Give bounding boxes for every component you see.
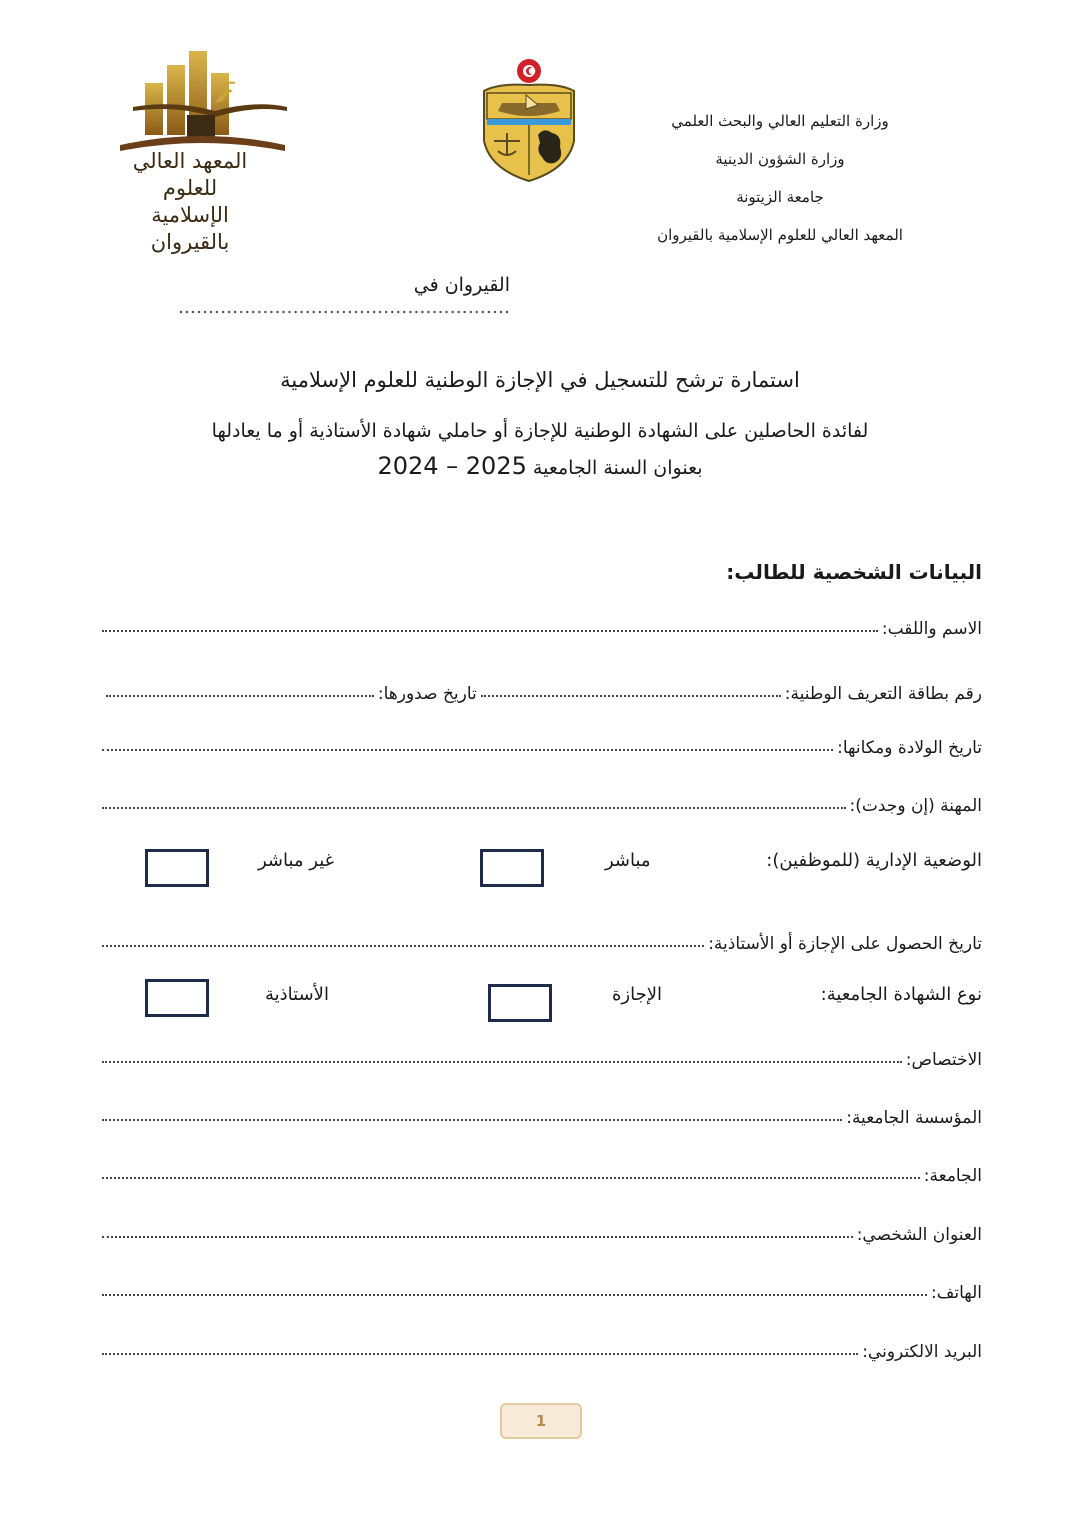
institute-logo-line-1: المعهد العالي للعلوم <box>132 149 248 200</box>
field-university-label: الجامعة: <box>923 1166 982 1186</box>
institute-logo-line-2: الإسلامية بالقيروان <box>150 203 230 254</box>
field-id-card <box>102 670 982 704</box>
place-date-label: القيروان في <box>413 274 510 296</box>
ministry-line-4: المعهد العالي للعلوم الإسلامية بالقيروان <box>657 226 903 244</box>
tunisia-coat-of-arms-icon <box>478 55 580 185</box>
field-phone <box>102 1269 982 1303</box>
place-date-line <box>160 274 510 318</box>
admin-status-label: الوضعية الإدارية (للموظفين): <box>766 850 982 871</box>
field-institution-input[interactable] <box>102 1118 842 1121</box>
ministry-line-1: وزارة التعليم العالي والبحث العلمي <box>671 112 889 130</box>
field-degree-date <box>102 920 982 954</box>
form-title: استمارة ترشح للتسجيل في الإجازة الوطنية للعلوم الإسلامية <box>280 368 800 392</box>
field-institution-label: المؤسسة الجامعية: <box>846 1108 982 1128</box>
degree-opt-maitrise-checkbox[interactable] <box>145 979 209 1017</box>
academic-year-label: بعنوان السنة الجامعية <box>532 457 703 479</box>
field-specialty-input[interactable] <box>102 1060 902 1063</box>
admin-opt-direct-checkbox[interactable] <box>480 849 544 887</box>
degree-opt-maitrise-label: الأستاذية <box>265 984 329 1005</box>
field-university-input[interactable] <box>102 1176 920 1179</box>
field-issue-date-input[interactable] <box>106 694 374 697</box>
field-address-label: العنوان الشخصي: <box>856 1225 982 1245</box>
field-email <box>102 1328 982 1362</box>
field-specialty-label: الاختصاص: <box>905 1050 982 1070</box>
place-date-dots[interactable]: ....................................................... <box>177 296 510 318</box>
field-degree-date-label: تاريخ الحصول على الإجازة أو الأستاذية: <box>708 934 982 954</box>
admin-opt-indirect-checkbox[interactable] <box>145 849 209 887</box>
field-profession-input[interactable] <box>102 806 846 809</box>
degree-opt-licence-checkbox[interactable] <box>488 984 552 1022</box>
field-id-card-label: رقم بطاقة التعريف الوطنية: <box>784 684 982 704</box>
ministry-line-2: وزارة الشؤون الدينية <box>715 150 845 168</box>
section-title: البيانات الشخصية للطالب: <box>726 560 982 584</box>
form-subtitle-2 <box>100 452 980 480</box>
field-institution <box>102 1094 982 1128</box>
field-birth-input[interactable] <box>102 748 833 751</box>
field-profession-label: المهنة (إن وجدت): <box>849 796 982 816</box>
field-phone-label: الهاتف: <box>931 1283 982 1303</box>
academic-year: 2024 – 2025 <box>377 452 527 480</box>
field-email-input[interactable] <box>102 1352 858 1355</box>
ministry-header <box>590 102 970 254</box>
field-name-input[interactable] <box>102 629 878 632</box>
field-birth-label: تاريخ الولادة ومكانها: <box>837 738 982 758</box>
form-subtitle-1: لفائدة الحاصلين على الشهادة الوطنية للإجازة أو حاملي شهادة الأستاذية أو ما يعادلها <box>211 420 869 442</box>
field-address-input[interactable] <box>102 1235 853 1238</box>
field-address <box>102 1211 982 1245</box>
degree-type-label: نوع الشهادة الجامعية: <box>820 984 982 1005</box>
admin-opt-direct-label: مباشر <box>605 850 651 871</box>
field-birth <box>102 724 982 758</box>
ministry-line-3: جامعة الزيتونة <box>736 188 824 206</box>
field-id-card-input[interactable] <box>481 694 781 697</box>
field-profession <box>102 782 982 816</box>
field-university <box>102 1152 982 1186</box>
field-name <box>102 605 982 639</box>
institute-logo-text <box>110 148 270 256</box>
field-email-label: البريد الالكتروني: <box>862 1342 982 1362</box>
page-number-badge: 1 <box>500 1403 582 1439</box>
field-phone-input[interactable] <box>102 1293 927 1296</box>
field-issue-date-label: تاريخ صدورها: <box>377 684 477 704</box>
field-specialty <box>102 1036 982 1070</box>
degree-opt-licence-label: الإجازة <box>612 984 663 1005</box>
field-name-label: الاسم واللقب: <box>881 619 982 639</box>
admin-opt-indirect-label: غير مباشر <box>258 850 335 871</box>
field-degree-date-input[interactable] <box>102 944 704 947</box>
